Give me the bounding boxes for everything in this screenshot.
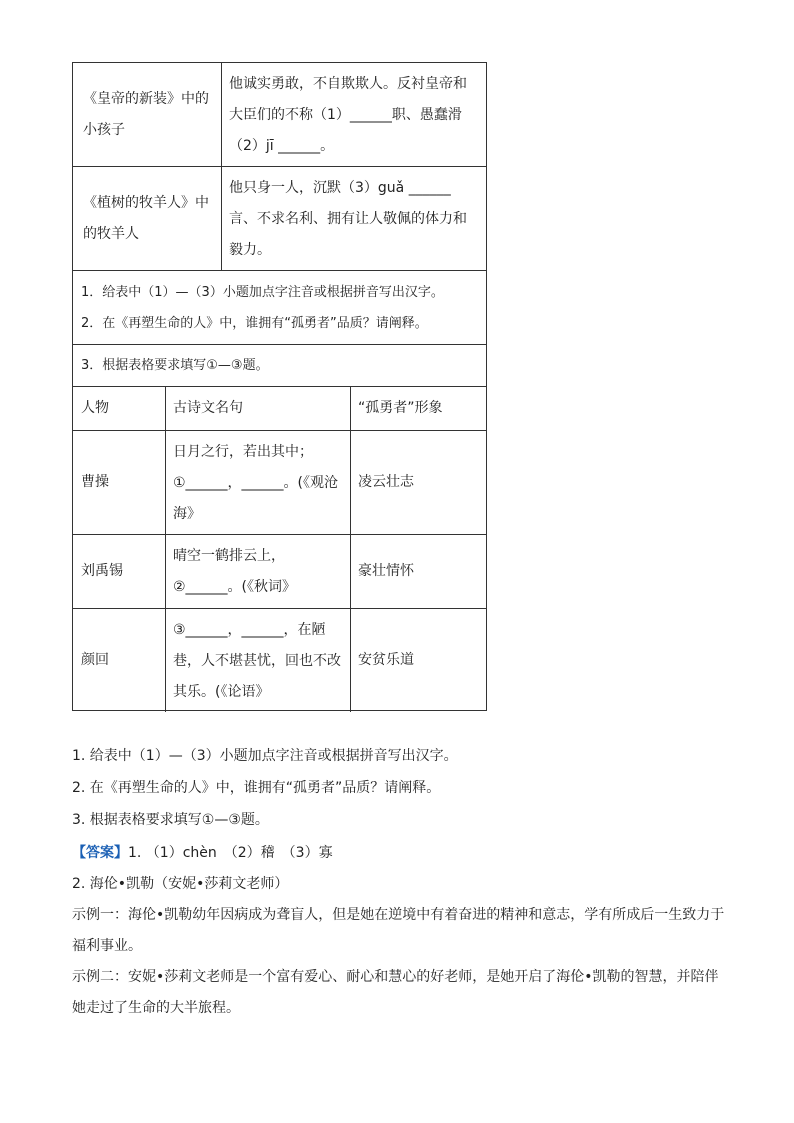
- image-cell: 凌云壮志: [358, 474, 414, 490]
- answer-text-1: 1. （1）chèn （2）稽 （3）寡: [128, 845, 333, 861]
- answer-section: [72, 838, 732, 1024]
- question-2: 2. 在《再塑生命的人》中，谁拥有“孤勇者”品质？请阐释。: [72, 780, 441, 796]
- image-cell: 安贫乐道: [358, 652, 414, 668]
- instructions-cell: [73, 271, 486, 344]
- instructions-cell: [73, 345, 486, 386]
- table-row: [73, 608, 486, 712]
- quote-cell: 日月之行，若出其中；①______，______。(《观沧海》: [173, 444, 339, 522]
- quote-cell: ③______，______，在陋巷，人不堪甚忧，回也不改其乐。(《论语》: [173, 622, 341, 700]
- description-text: 他诚实勇敢，不自欺欺人。反衬皇帝和大臣们的不称（1）______职、愚蠢滑（2）jī ______。: [229, 76, 467, 154]
- instruction-2: 2．在《再塑生命的人》中，谁拥有“孤勇者”品质？请阐释。: [81, 316, 428, 331]
- table-row: [73, 270, 486, 344]
- question-list: [72, 740, 732, 836]
- character-cell: [73, 167, 221, 270]
- table-row: [73, 344, 486, 386]
- character-text: 《皇帝的新装》中的小孩子: [83, 90, 209, 138]
- description-cell: [221, 167, 486, 270]
- description-cell: [221, 63, 486, 166]
- table-row: [73, 63, 486, 166]
- table-row: [73, 430, 486, 534]
- answer-example-2: 示例二：安妮•莎莉文老师是一个富有爱心、耐心和慧心的好老师，是她开启了海伦•凯勒的智慧，并陪伴她走过了生命的大半旅程。: [72, 969, 719, 1016]
- question-3: 3. 根据表格要求填写①—③题。: [72, 812, 269, 828]
- answer-line-1: [72, 838, 732, 869]
- answer-tag: 【答案】: [72, 845, 128, 861]
- answer-line-2: 2. 海伦•凯勒（安妮•莎莉文老师）: [72, 876, 289, 892]
- table-header-row: [73, 386, 486, 430]
- character-cell: [73, 63, 221, 166]
- header-image: “孤勇者”形象: [358, 400, 443, 416]
- question-table: [72, 62, 487, 711]
- table-row: [73, 166, 486, 270]
- person-cell: 刘禹锡: [81, 563, 123, 579]
- person-cell: 曹操: [81, 474, 109, 490]
- quote-cell: 晴空一鹤排云上，②______。(《秋词》: [173, 548, 297, 595]
- header-person: 人物: [81, 400, 109, 416]
- question-1: 1. 给表中（1）—（3）小题加点字注音或根据拼音写出汉字。: [72, 748, 458, 764]
- instruction-1: 1．给表中（1）—（3）小题加点字注音或根据拼音写出汉字。: [81, 285, 444, 300]
- character-text: 《植树的牧羊人》中的牧羊人: [83, 194, 209, 242]
- person-cell: 颜回: [81, 652, 109, 668]
- description-text: 他只身一人，沉默（3）guǎ ______言、不求名利、拥有让人敬佩的体力和毅力。: [229, 180, 467, 258]
- image-cell: 豪壮情怀: [358, 563, 414, 579]
- header-quote: 古诗文名句: [173, 400, 243, 416]
- answer-example-1: 示例一：海伦•凯勒幼年因病成为聋盲人，但是她在逆境中有着奋进的精神和意志，学有所成后一生致力于福利事业。: [72, 907, 725, 954]
- table-row: [73, 534, 486, 608]
- instruction-3: 3．根据表格要求填写①—③题。: [81, 358, 269, 373]
